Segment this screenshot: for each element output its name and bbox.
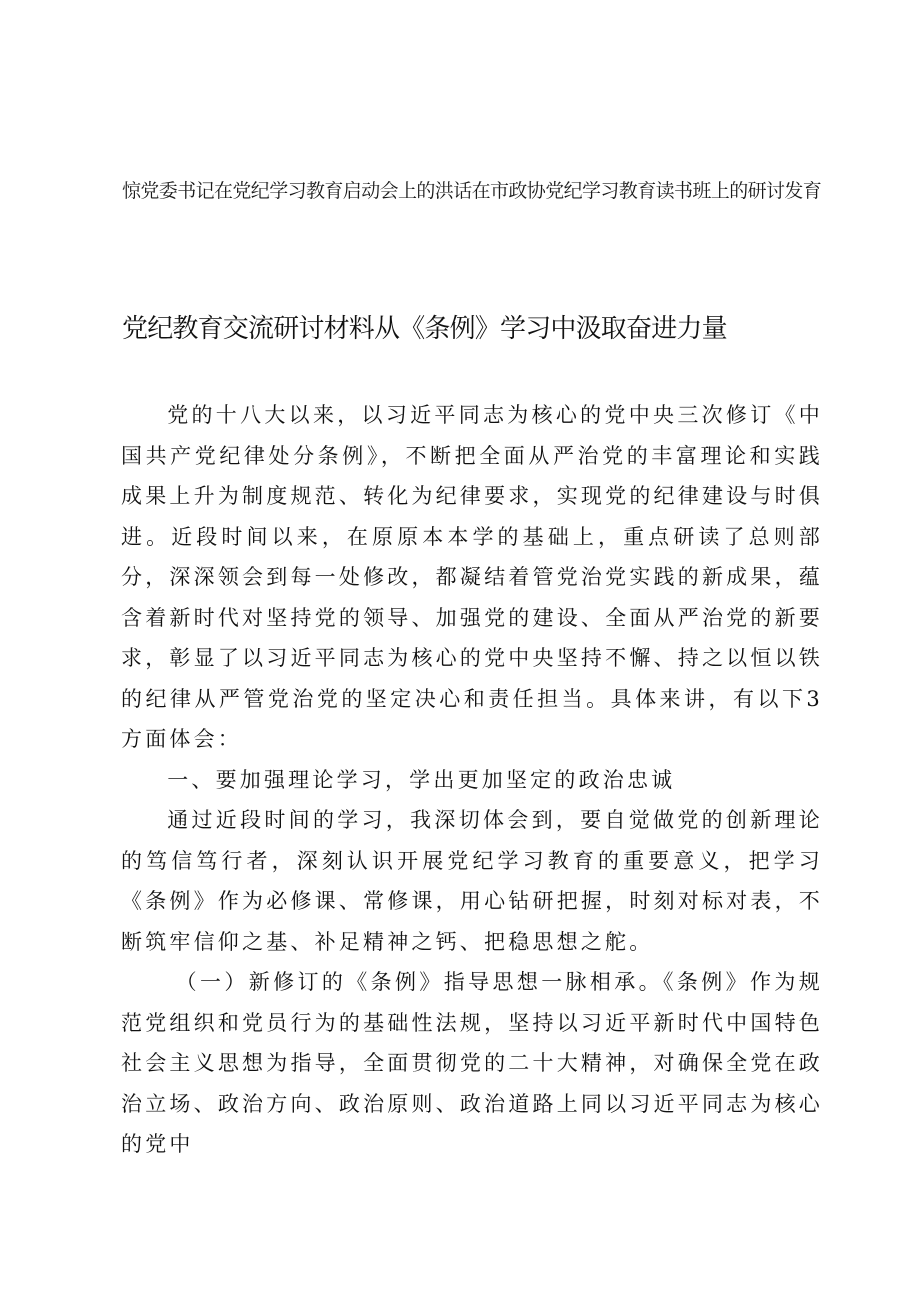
paragraph-subsection-1: （一）新修订的《条例》指导思想一脉相承。《条例》作为规范党组织和党员行为的基础性法规，坚持以习近平新时代中国特色社会主义思想为指导，全面贯彻党的二十大精神，对确保全党在政治立场、政治方向、政治原则、政治道路上同以习近平同志为核心的党中 <box>121 970 823 1156</box>
document-header-line: 惊党委书记在党纪学习教育启动会上的洪话在市政协党纪学习教育读书班上的研讨发育 <box>122 180 822 202</box>
document-body <box>121 395 823 1165</box>
paragraph-section-1: 通过近段时间的学习，我深切体会到，要自觉做党的创新理论的笃信笃行者，深刻认识开展党纪学习教育的重要意义，把学习《条例》作为必修课、常修课，用心钻研把握，时刻对标对表，不断筑牢信仰之基、补足精神之钙、把稳思想之舵。 <box>121 808 823 954</box>
paragraph-intro: 党的十八大以来，以习近平同志为核心的党中央三次修订《中国共产党纪律处分条例》，不断把全面从严治党的丰富理论和实践成果上升为制度规范、转化为纪律要求，实现党的纪律建设与时俱进。近段时间以来，在原原本本学的基础上，重点研读了总则部分，深深领会到每一处修改，都凝结着管党治党实践的新成果，蕴含着新时代对坚持党的领导、加强党的建设、全面从严治党的新要求，彰显了以习近平同志为核心的党中央坚持不懈、持之以恒以铁的纪律从严管党治党的坚定决心和责任担当。具体来讲，有以下3方面体会： <box>121 403 823 751</box>
document-title: 党纪教育交流研讨材料从《条例》学习中汲取奋进力量 <box>122 314 727 344</box>
section-heading-1: 一、要加强理论学习，学出更加坚定的政治忠诚 <box>167 767 676 792</box>
